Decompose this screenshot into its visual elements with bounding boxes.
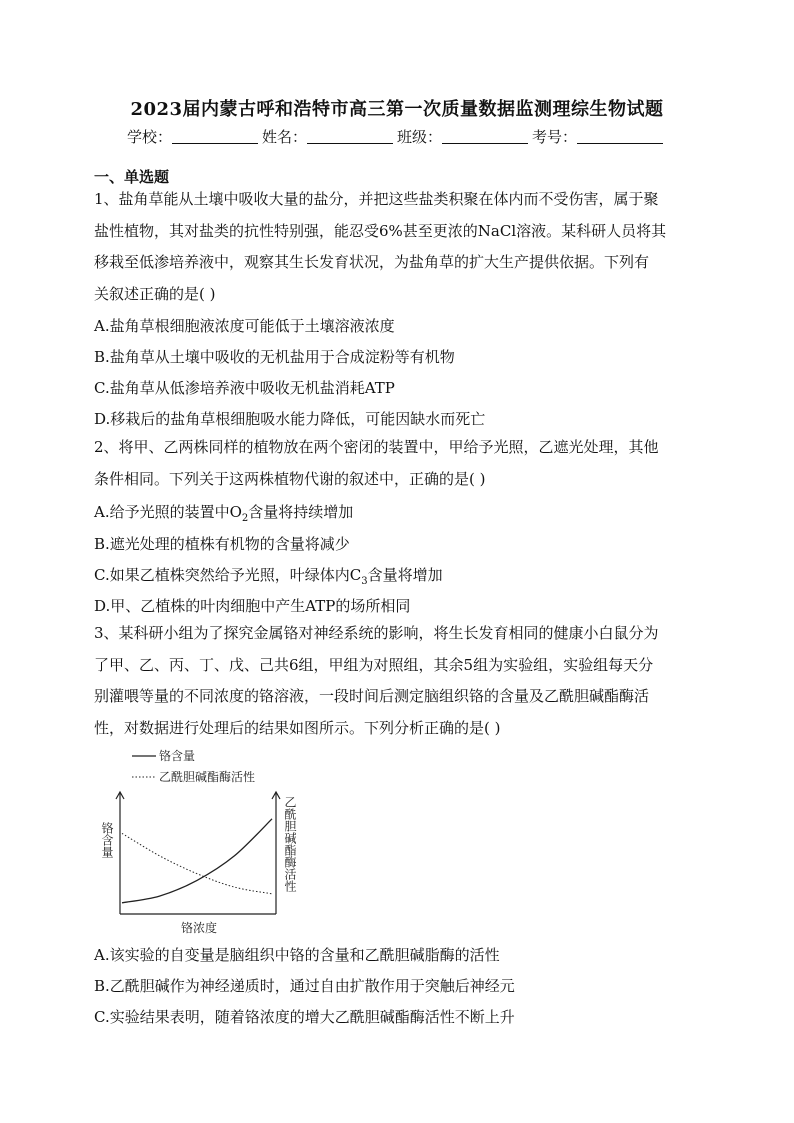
question-line: 性，对数据进行处理后的结果如图所示。下列分析正确的是( ) bbox=[94, 718, 501, 737]
q2-option-c[interactable]: C.如果乙植株突然给予光照，叶绿体内$C_3$含量将增加 bbox=[94, 566, 443, 587]
class-blank[interactable] bbox=[442, 129, 528, 144]
axes bbox=[116, 792, 280, 914]
number-label: 考号： bbox=[532, 128, 578, 146]
q1-option-c[interactable]: C.盐角草从低渗培养液中吸收无机盐消耗ATP bbox=[94, 379, 395, 397]
y-axis-left-label: 铬含量 bbox=[100, 822, 114, 858]
q2-option-a[interactable]: A.给予光照的装置中$O_2$含量将持续增加 bbox=[94, 503, 354, 524]
q3-option-c[interactable]: C.实验结果表明，随着铬浓度的增大乙酰胆碱酯酶活性不断上升 bbox=[94, 1008, 515, 1026]
question-line: 盐性植物，其对盐类的抗性特别强，能忍受6%甚至更浓的NaCl溶液。某科研人员将其 bbox=[94, 221, 667, 240]
question-line: 了甲、乙、丙、丁、戊、己共6组，甲组为对照组，其余5组为实验组，实验组每天分 bbox=[94, 655, 654, 674]
name-label: 姓名： bbox=[261, 128, 307, 146]
series-group bbox=[122, 819, 272, 903]
school-label: 学校： bbox=[126, 128, 172, 146]
section-title: 一、单选题 bbox=[94, 168, 170, 186]
x-axis-label: 铬浓度 bbox=[181, 921, 218, 935]
page-title: 2023届内蒙古呼和浩特市高三第一次质量数据监测理综生物试题 bbox=[130, 99, 664, 120]
question-line: 3、某科研小组为了探究金属铬对神经系统的影响，将生长发育相同的健康小白鼠分为 bbox=[94, 624, 659, 642]
class-label: 班级： bbox=[397, 128, 443, 146]
number-blank[interactable] bbox=[577, 129, 663, 144]
school-blank[interactable] bbox=[172, 129, 258, 144]
q2-option-b[interactable]: B.遮光处理的植株有机物的含量将减少 bbox=[94, 535, 350, 553]
q3-option-a[interactable]: A.该实验的自变量是脑组织中铬的含量和乙酰胆碱脂酶的活性 bbox=[94, 946, 500, 964]
question-1-stem bbox=[94, 184, 700, 310]
y-axis-right-label: 乙酰胆碱酯酶活性 bbox=[283, 796, 297, 892]
q3-option-b[interactable]: B.乙酰胆碱作为神经递质时，通过自由扩散作用于突触后神经元 bbox=[94, 977, 515, 995]
q1-option-a[interactable]: A.盐角草根细胞液浓度可能低于土壤溶液浓度 bbox=[94, 317, 395, 335]
question-line: 条件相同。下列关于这两株植物代谢的叙述中，正确的是( ) bbox=[94, 469, 486, 488]
chromium-chart bbox=[96, 742, 316, 942]
question-3-stem bbox=[94, 618, 700, 744]
question-line: 移栽至低渗培养液中，观察其生长发育状况，为盐角草的扩大生产提供依据。下列有 bbox=[94, 253, 650, 271]
q2-option-d[interactable]: D.甲、乙植株的叶肉细胞中产生ATP的场所相同 bbox=[94, 597, 411, 615]
q1-option-b[interactable]: B.盐角草从土壤中吸收的无机盐用于合成淀粉等有机物 bbox=[94, 348, 455, 366]
legend-item: 铬含量 bbox=[159, 749, 196, 763]
student-info-row bbox=[0, 126, 794, 147]
question-line: 1、盐角草能从土壤中吸收大量的盐分，并把这些盐类积聚在体内而不受伤害，属于聚 bbox=[94, 190, 659, 208]
question-2-stem bbox=[94, 432, 700, 495]
name-blank[interactable] bbox=[307, 129, 393, 144]
question-line: 关叙述正确的是( ) bbox=[94, 284, 216, 303]
legend-item: 乙酰胆碱酯酶活性 bbox=[159, 770, 256, 784]
question-line: 别灌喂等量的不同浓度的铬溶液，一段时间后测定脑组织铬的含量及乙酰胆碱酯酶活 bbox=[94, 687, 650, 705]
q1-option-d[interactable]: D.移栽后的盐角草根细胞吸水能力降低，可能因缺水而死亡 bbox=[94, 410, 486, 428]
question-line: 2、将甲、乙两株同样的植物放在两个密闭的装置中，甲给予光照，乙遮光处理，其他 bbox=[94, 438, 659, 456]
